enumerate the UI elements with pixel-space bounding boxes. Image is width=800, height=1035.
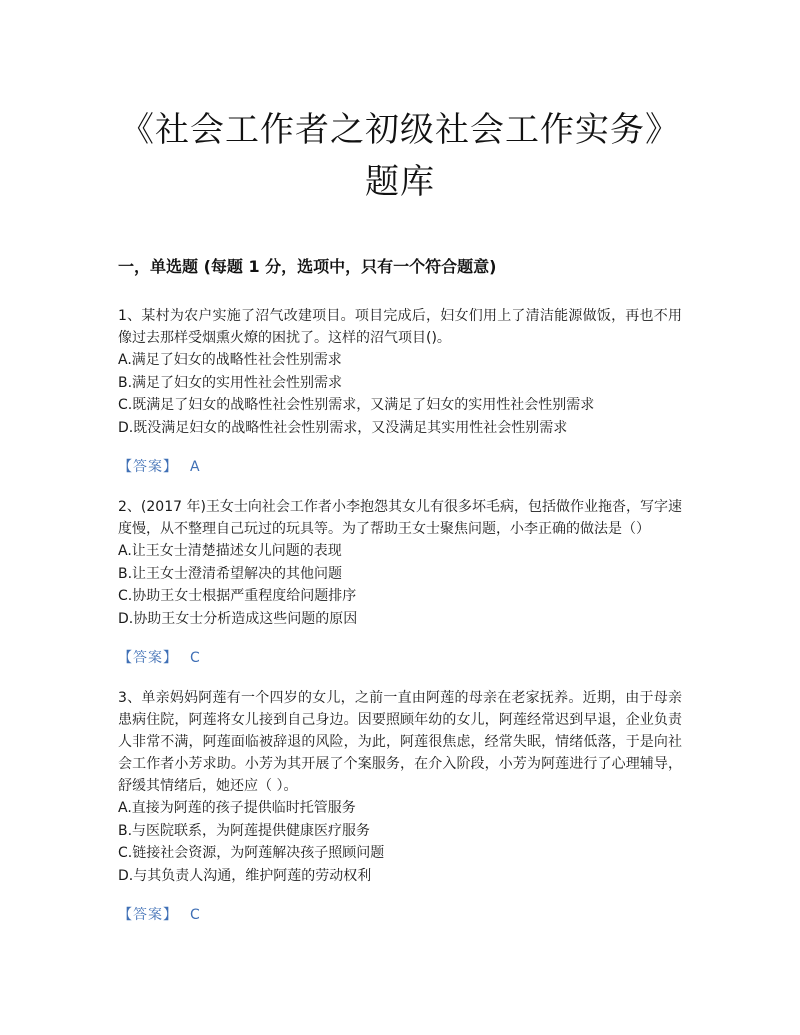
question-stem: 3、单亲妈妈阿莲有一个四岁的女儿，之前一直由阿莲的母亲在老家抚养。近期，由于母亲患病住院，阿莲将女儿接到自己身边。因要照顾年幼的女儿，阿莲经常迟到早退，企业负责人非常不满，阿莲面临被辞退的风险，为此，阿莲很焦虑，经常失眠，情绪低落，于是向社会工作者小芳求助。小芳为其开展了个案服务，在介入阶段，小芳为阿莲进行了心理辅导，舒缓其情绪后，她还应（ ）。 (118, 690, 682, 794)
answer-label: 【答案】 (118, 907, 178, 923)
option-d: D.既没满足妇女的战略性社会性别需求，又没满足其实用性社会性别需求 (118, 419, 568, 436)
question-3 (118, 687, 682, 926)
question-2 (118, 496, 682, 669)
option-d: D.与其负责人沟通，维护阿莲的劳动权利 (118, 867, 372, 884)
answer-line (118, 904, 682, 926)
answer-value: C (190, 650, 200, 666)
document-title (118, 0, 682, 208)
option-b: B.与医院联系，为阿莲提供健康医疗服务 (118, 822, 371, 839)
option-c: C.协助王女士根据严重程度给问题排序 (118, 588, 357, 604)
option-c: C.既满足了妇女的战略性社会性别需求，又满足了妇女的实用性社会性别需求 (118, 397, 595, 413)
answer-value: A (190, 459, 200, 475)
question-1 (118, 305, 682, 478)
option-a: A.满足了妇女的战略性社会性别需求 (118, 352, 342, 368)
document-title-line-2: 题库 (365, 162, 435, 202)
section-heading: 一，单选题 (每题 1 分，选项中，只有一个符合题意) (118, 257, 497, 276)
answer-label: 【答案】 (118, 459, 178, 475)
option-d: D.协助王女士分析造成这些问题的原因 (118, 610, 358, 627)
option-a: A.直接为阿莲的孩子提供临时托管服务 (118, 800, 356, 816)
option-b: B.让王女士澄清希望解决的其他问题 (118, 565, 343, 582)
answer-label: 【答案】 (118, 650, 178, 666)
document-title-line-1: 《社会工作者之初级社会工作实务》 (120, 110, 680, 150)
answer-line (118, 647, 682, 669)
question-stem: 1、某村为农户实施了沼气改建项目。项目完成后，妇女们用上了清洁能源做饭，再也不用像过去那样受烟熏火燎的困扰了。这样的沼气项目()。 (118, 308, 682, 346)
question-stem: 2、(2017 年)王女士向社会工作者小李抱怨其女儿有很多坏毛病，包括做作业拖沓，写字速度慢，从不整理自己玩过的玩具等。为了帮助王女士聚焦问题，小李正确的做法是（） (118, 499, 682, 537)
option-a: A.让王女士清楚描述女儿问题的表现 (118, 543, 342, 559)
answer-line (118, 456, 682, 478)
answer-value: C (190, 907, 200, 923)
option-b: B.满足了妇女的实用性社会性别需求 (118, 374, 343, 391)
option-c: C.链接社会资源，为阿莲解决孩子照顾问题 (118, 845, 385, 861)
